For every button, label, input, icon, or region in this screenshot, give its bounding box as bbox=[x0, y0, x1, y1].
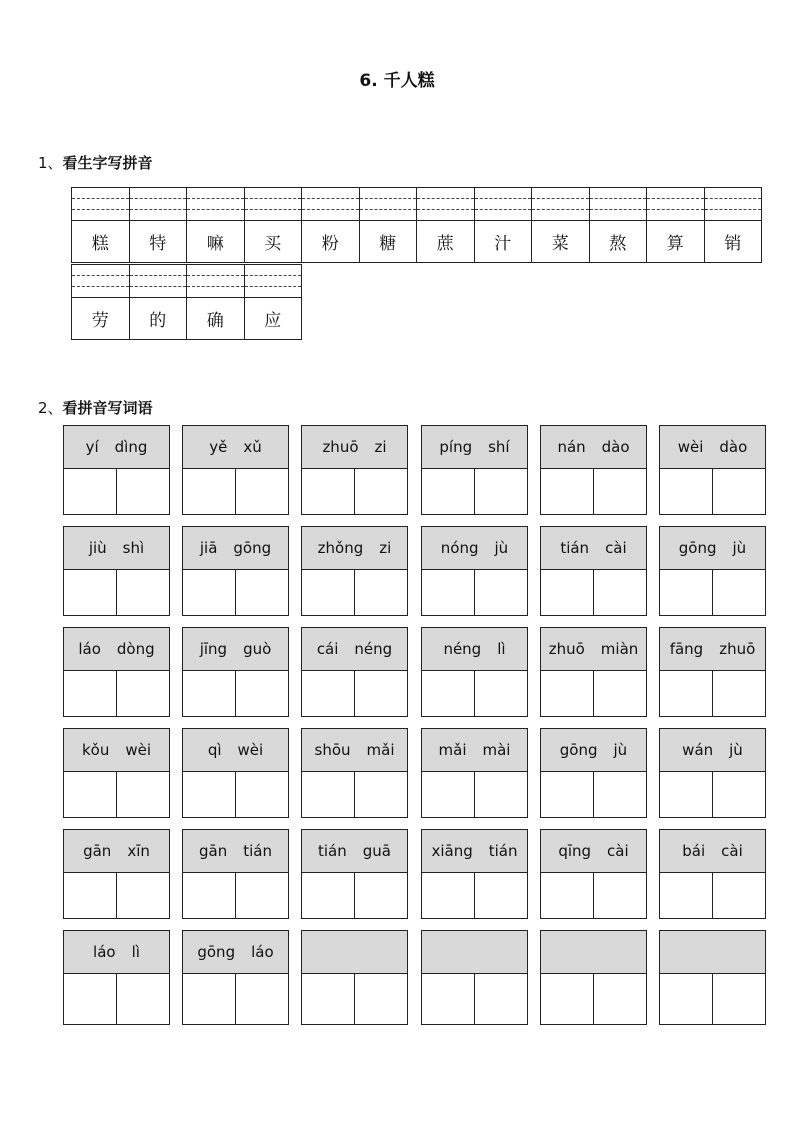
character-cell bbox=[705, 187, 763, 263]
pinyin-syllable: guā bbox=[362, 842, 391, 860]
pinyin-syllable: jiā bbox=[199, 539, 218, 557]
character-writing-cell[interactable] bbox=[713, 974, 765, 1025]
word-box bbox=[659, 627, 766, 717]
hanzi-character: 特 bbox=[149, 234, 167, 254]
pinyin-syllable: dìng bbox=[114, 438, 148, 456]
pinyin-label bbox=[422, 729, 527, 772]
pinyin-writing-area[interactable] bbox=[72, 188, 129, 221]
character-writing-cell[interactable] bbox=[660, 772, 713, 818]
pinyin-syllable: wèi bbox=[677, 438, 704, 456]
character-cell bbox=[475, 187, 533, 263]
character-writing-cell[interactable] bbox=[236, 873, 288, 919]
pinyin-label bbox=[64, 527, 169, 570]
character-writing-cell[interactable] bbox=[660, 469, 713, 515]
pinyin-label bbox=[302, 830, 407, 873]
pinyin-syllable: tián bbox=[560, 539, 590, 557]
word-box bbox=[182, 526, 289, 616]
character-cell bbox=[590, 187, 648, 263]
character-writing-cell[interactable] bbox=[594, 772, 646, 818]
pinyin-syllable: zhuō bbox=[548, 640, 585, 658]
character-writing-cell[interactable] bbox=[594, 570, 646, 616]
word-box bbox=[301, 728, 408, 818]
pinyin-label bbox=[64, 628, 169, 671]
pinyin-syllable: láo bbox=[78, 640, 101, 658]
word-box bbox=[540, 930, 647, 1025]
pinyin-syllable: jù bbox=[732, 539, 747, 557]
pinyin-label bbox=[302, 931, 407, 974]
pinyin-syllable: gān bbox=[199, 842, 228, 860]
character-writing-cell[interactable] bbox=[302, 671, 355, 717]
character-writing-cell[interactable] bbox=[64, 570, 117, 616]
character-writing-cell[interactable] bbox=[302, 570, 355, 616]
pinyin-syllable: shí bbox=[488, 438, 510, 456]
character-writing-cell[interactable] bbox=[117, 671, 169, 717]
section2-title: 看拼音写词语 bbox=[62, 399, 153, 417]
character-writing-cell[interactable] bbox=[355, 671, 407, 717]
character-cell bbox=[72, 264, 130, 340]
word-box bbox=[301, 829, 408, 919]
pinyin-writing-area[interactable] bbox=[475, 188, 532, 221]
hanzi-character: 熬 bbox=[609, 234, 627, 254]
pinyin-syllable: mǎi bbox=[366, 741, 395, 759]
character-writing-cell[interactable] bbox=[660, 570, 713, 616]
character-cell bbox=[245, 187, 303, 263]
word-box bbox=[540, 829, 647, 919]
character-writing-cell[interactable] bbox=[475, 671, 527, 717]
pinyin-writing-area[interactable] bbox=[705, 188, 762, 221]
pinyin-syllable: cài bbox=[605, 539, 627, 557]
hanzi-character: 粉 bbox=[321, 234, 339, 254]
character-writing-cell[interactable] bbox=[713, 469, 765, 515]
character-grid-row2 bbox=[71, 264, 302, 340]
pinyin-label bbox=[64, 830, 169, 873]
word-box bbox=[182, 627, 289, 717]
pinyin-label bbox=[541, 426, 646, 469]
hanzi-character: 菜 bbox=[551, 234, 569, 254]
pinyin-label bbox=[660, 527, 765, 570]
character-writing-cell[interactable] bbox=[713, 772, 765, 818]
character-writing-cell[interactable] bbox=[660, 873, 713, 919]
pinyin-syllable: qì bbox=[207, 741, 222, 759]
character-writing-cell[interactable] bbox=[117, 974, 169, 1025]
pinyin-label bbox=[422, 527, 527, 570]
pinyin-syllable: bái bbox=[682, 842, 706, 860]
character-writing-cell[interactable] bbox=[422, 974, 475, 1025]
pinyin-label bbox=[302, 426, 407, 469]
pinyin-label bbox=[541, 628, 646, 671]
pinyin-label bbox=[422, 426, 527, 469]
character-writing-cell[interactable] bbox=[236, 772, 288, 818]
pinyin-syllable: jù bbox=[494, 539, 509, 557]
word-box bbox=[421, 425, 528, 515]
pinyin-writing-area[interactable] bbox=[417, 188, 474, 221]
word-box bbox=[540, 526, 647, 616]
pinyin-writing-area[interactable] bbox=[532, 188, 589, 221]
character-writing-cell[interactable] bbox=[302, 974, 355, 1025]
hanzi-character: 销 bbox=[724, 234, 742, 254]
word-box bbox=[540, 728, 647, 818]
character-cell bbox=[187, 264, 245, 340]
character-writing-cell[interactable] bbox=[475, 974, 527, 1025]
word-box bbox=[659, 425, 766, 515]
character-writing-cell[interactable] bbox=[236, 974, 288, 1025]
word-box bbox=[63, 728, 170, 818]
pinyin-writing-area[interactable] bbox=[245, 188, 302, 221]
pinyin-syllable: dòng bbox=[116, 640, 155, 658]
character-writing-cell[interactable] bbox=[355, 974, 407, 1025]
pinyin-label bbox=[64, 729, 169, 772]
pinyin-writing-area[interactable] bbox=[245, 265, 302, 298]
character-cell bbox=[130, 187, 188, 263]
pinyin-label bbox=[660, 931, 765, 974]
character-writing-cell[interactable] bbox=[422, 469, 475, 515]
character-writing-cell[interactable] bbox=[541, 873, 594, 919]
character-writing-cell[interactable] bbox=[422, 873, 475, 919]
character-writing-cell[interactable] bbox=[541, 772, 594, 818]
pinyin-label bbox=[541, 830, 646, 873]
character-cell bbox=[532, 187, 590, 263]
pinyin-syllable: gān bbox=[83, 842, 112, 860]
word-box bbox=[182, 425, 289, 515]
word-box bbox=[301, 627, 408, 717]
character-writing-cell[interactable] bbox=[64, 671, 117, 717]
pinyin-syllable: xīn bbox=[127, 842, 150, 860]
pinyin-syllable: gōng bbox=[678, 539, 717, 557]
word-box bbox=[421, 930, 528, 1025]
character-writing-cell[interactable] bbox=[236, 671, 288, 717]
character-writing-cell[interactable] bbox=[183, 873, 236, 919]
pinyin-label bbox=[660, 628, 765, 671]
pinyin-label bbox=[660, 426, 765, 469]
word-box bbox=[421, 526, 528, 616]
pinyin-syllable: qīng bbox=[558, 842, 592, 860]
pinyin-label bbox=[541, 931, 646, 974]
character-cell bbox=[360, 187, 418, 263]
pinyin-writing-area[interactable] bbox=[590, 188, 647, 221]
section2-number: 2、 bbox=[38, 399, 63, 417]
character-writing-cell[interactable] bbox=[422, 570, 475, 616]
pinyin-syllable: lì bbox=[497, 640, 506, 658]
word-box bbox=[421, 728, 528, 818]
character-writing-cell[interactable] bbox=[117, 873, 169, 919]
character-writing-cell[interactable] bbox=[355, 570, 407, 616]
pinyin-label bbox=[660, 830, 765, 873]
character-writing-cell[interactable] bbox=[64, 469, 117, 515]
hanzi-character: 的 bbox=[149, 311, 167, 331]
character-cell bbox=[245, 264, 303, 340]
pinyin-syllable: fāng bbox=[669, 640, 704, 658]
character-writing-cell[interactable] bbox=[660, 974, 713, 1025]
character-writing-cell[interactable] bbox=[117, 570, 169, 616]
character-writing-cell[interactable] bbox=[302, 772, 355, 818]
pinyin-syllable: láo bbox=[93, 943, 116, 961]
pinyin-syllable: wèi bbox=[125, 741, 152, 759]
pinyin-syllable: xǔ bbox=[243, 438, 262, 456]
pinyin-label bbox=[660, 729, 765, 772]
word-box bbox=[182, 829, 289, 919]
pinyin-syllable: píng bbox=[439, 438, 473, 456]
hanzi-character: 糕 bbox=[91, 234, 109, 254]
pinyin-syllable: nán bbox=[557, 438, 586, 456]
character-writing-cell[interactable] bbox=[475, 873, 527, 919]
character-writing-cell[interactable] bbox=[183, 671, 236, 717]
hanzi-character: 算 bbox=[666, 234, 684, 254]
pinyin-syllable: gōng bbox=[197, 943, 236, 961]
pinyin-syllable: wèi bbox=[237, 741, 264, 759]
pinyin-writing-area[interactable] bbox=[72, 265, 129, 298]
character-writing-cell[interactable] bbox=[64, 772, 117, 818]
character-cell bbox=[187, 187, 245, 263]
character-writing-cell[interactable] bbox=[475, 469, 527, 515]
pinyin-writing-area[interactable] bbox=[187, 265, 244, 298]
page-title: 6. 千人糕 bbox=[359, 71, 435, 91]
character-cell bbox=[302, 187, 360, 263]
word-box bbox=[63, 526, 170, 616]
character-writing-cell[interactable] bbox=[117, 469, 169, 515]
pinyin-label bbox=[64, 426, 169, 469]
character-writing-cell[interactable] bbox=[302, 469, 355, 515]
pinyin-syllable: tián bbox=[318, 842, 347, 860]
pinyin-syllable: dào bbox=[719, 438, 748, 456]
hanzi-character: 蔗 bbox=[436, 234, 454, 254]
pinyin-label bbox=[183, 830, 288, 873]
pinyin-syllable: cài bbox=[607, 842, 629, 860]
character-writing-cell[interactable] bbox=[64, 974, 117, 1025]
pinyin-syllable: guò bbox=[243, 640, 272, 658]
pinyin-syllable: jīng bbox=[199, 640, 228, 658]
word-box bbox=[659, 829, 766, 919]
section2-heading bbox=[38, 397, 153, 418]
pinyin-writing-area[interactable] bbox=[130, 265, 187, 298]
pinyin-syllable: mǎi bbox=[438, 741, 467, 759]
hanzi-character: 应 bbox=[264, 311, 282, 331]
word-box bbox=[421, 627, 528, 717]
pinyin-syllable: tián bbox=[488, 842, 518, 860]
pinyin-syllable: xiāng bbox=[431, 842, 473, 860]
pinyin-syllable: shōu bbox=[314, 741, 351, 759]
pinyin-syllable: mài bbox=[482, 741, 511, 759]
character-writing-cell[interactable] bbox=[541, 671, 594, 717]
pinyin-syllable: yí bbox=[85, 438, 99, 456]
character-cell bbox=[72, 187, 130, 263]
character-writing-cell[interactable] bbox=[541, 469, 594, 515]
pinyin-syllable: zi bbox=[374, 438, 387, 456]
character-writing-cell[interactable] bbox=[660, 671, 713, 717]
pinyin-writing-area[interactable] bbox=[130, 188, 187, 221]
pinyin-syllable: wán bbox=[682, 741, 714, 759]
character-writing-cell[interactable] bbox=[236, 469, 288, 515]
hanzi-character: 糖 bbox=[379, 234, 397, 254]
hanzi-character: 买 bbox=[264, 234, 282, 254]
pinyin-syllable: zhǒng bbox=[317, 539, 364, 557]
word-box bbox=[301, 425, 408, 515]
pinyin-label bbox=[183, 729, 288, 772]
hanzi-character: 确 bbox=[206, 311, 224, 331]
pinyin-label bbox=[422, 830, 527, 873]
pinyin-writing-area[interactable] bbox=[302, 188, 359, 221]
pinyin-syllable: kǒu bbox=[81, 741, 110, 759]
pinyin-syllable: zhuō bbox=[719, 640, 756, 658]
pinyin-label bbox=[302, 628, 407, 671]
word-box bbox=[301, 526, 408, 616]
pinyin-syllable: miàn bbox=[600, 640, 639, 658]
character-cell bbox=[647, 187, 705, 263]
character-writing-cell[interactable] bbox=[713, 671, 765, 717]
pinyin-syllable: gōng bbox=[559, 741, 598, 759]
pinyin-syllable: jù bbox=[729, 741, 743, 759]
word-box bbox=[63, 425, 170, 515]
pinyin-syllable: dào bbox=[601, 438, 630, 456]
character-writing-cell[interactable] bbox=[183, 974, 236, 1025]
pinyin-writing-area[interactable] bbox=[360, 188, 417, 221]
word-box bbox=[63, 627, 170, 717]
section1-number: 1、 bbox=[38, 154, 63, 172]
pinyin-label bbox=[302, 527, 407, 570]
pinyin-syllable: zi bbox=[379, 539, 392, 557]
word-box bbox=[540, 425, 647, 515]
character-writing-cell[interactable] bbox=[541, 570, 594, 616]
character-writing-cell[interactable] bbox=[594, 469, 646, 515]
character-writing-cell[interactable] bbox=[183, 570, 236, 616]
word-box bbox=[659, 930, 766, 1025]
hanzi-character: 汁 bbox=[494, 234, 512, 254]
character-cell bbox=[130, 264, 188, 340]
pinyin-label bbox=[422, 628, 527, 671]
pinyin-syllable: láo bbox=[251, 943, 274, 961]
pinyin-label bbox=[541, 729, 646, 772]
character-writing-cell[interactable] bbox=[541, 974, 594, 1025]
character-writing-cell[interactable] bbox=[475, 570, 527, 616]
pinyin-syllable: tián bbox=[243, 842, 272, 860]
character-writing-cell[interactable] bbox=[422, 671, 475, 717]
word-box bbox=[659, 728, 766, 818]
pinyin-syllable: néng bbox=[443, 640, 482, 658]
pinyin-syllable: shì bbox=[122, 539, 145, 557]
character-writing-cell[interactable] bbox=[236, 570, 288, 616]
pinyin-syllable: gōng bbox=[233, 539, 272, 557]
word-box bbox=[659, 526, 766, 616]
character-writing-cell[interactable] bbox=[475, 772, 527, 818]
character-writing-cell[interactable] bbox=[713, 570, 765, 616]
pinyin-writing-area[interactable] bbox=[647, 188, 704, 221]
pinyin-label bbox=[183, 426, 288, 469]
character-writing-cell[interactable] bbox=[422, 772, 475, 818]
pinyin-label bbox=[183, 931, 288, 974]
character-writing-cell[interactable] bbox=[594, 974, 646, 1025]
pinyin-syllable: cái bbox=[316, 640, 339, 658]
pinyin-label bbox=[302, 729, 407, 772]
character-writing-cell[interactable] bbox=[713, 873, 765, 919]
pinyin-label bbox=[183, 628, 288, 671]
section1-title: 看生字写拼音 bbox=[62, 154, 153, 172]
pinyin-syllable: yě bbox=[209, 438, 228, 456]
hanzi-character: 劳 bbox=[91, 311, 109, 331]
hanzi-character: 嘛 bbox=[206, 234, 224, 254]
pinyin-label bbox=[64, 931, 169, 974]
pinyin-syllable: jù bbox=[613, 741, 628, 759]
character-writing-cell[interactable] bbox=[64, 873, 117, 919]
character-writing-cell[interactable] bbox=[355, 469, 407, 515]
character-writing-cell[interactable] bbox=[594, 873, 646, 919]
pinyin-label bbox=[422, 931, 527, 974]
word-box bbox=[301, 930, 408, 1025]
pinyin-syllable: zhuō bbox=[322, 438, 359, 456]
pinyin-label bbox=[183, 527, 288, 570]
pinyin-syllable: néng bbox=[354, 640, 393, 658]
word-box bbox=[182, 930, 289, 1025]
word-box bbox=[63, 829, 170, 919]
character-writing-cell[interactable] bbox=[355, 772, 407, 818]
character-writing-cell[interactable] bbox=[117, 772, 169, 818]
word-box bbox=[182, 728, 289, 818]
character-writing-cell[interactable] bbox=[355, 873, 407, 919]
section1-heading bbox=[38, 152, 153, 173]
character-writing-cell[interactable] bbox=[183, 772, 236, 818]
word-box bbox=[540, 627, 647, 717]
pinyin-label bbox=[541, 527, 646, 570]
character-writing-cell[interactable] bbox=[594, 671, 646, 717]
pinyin-syllable: jiù bbox=[88, 539, 107, 557]
character-writing-cell[interactable] bbox=[183, 469, 236, 515]
pinyin-writing-area[interactable] bbox=[187, 188, 244, 221]
character-writing-cell[interactable] bbox=[302, 873, 355, 919]
pinyin-syllable: nóng bbox=[440, 539, 479, 557]
pinyin-syllable: cài bbox=[721, 842, 743, 860]
pinyin-syllable: lì bbox=[131, 943, 140, 961]
character-cell bbox=[417, 187, 475, 263]
word-box bbox=[421, 829, 528, 919]
character-grid-row1 bbox=[71, 187, 762, 263]
word-box bbox=[63, 930, 170, 1025]
